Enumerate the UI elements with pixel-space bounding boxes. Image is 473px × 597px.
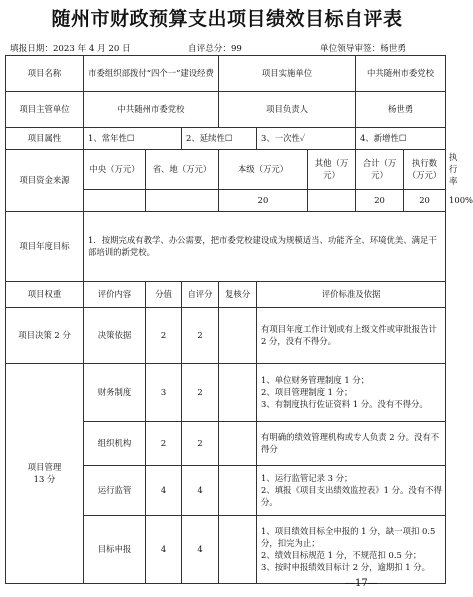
attr-option-continuing: 2、延续性☐ <box>182 128 257 150</box>
funds-header: 省、地（万元） <box>146 150 219 190</box>
person-label: 项目负责人 <box>219 92 356 128</box>
attr-option-onetime: 3、一次性✓ <box>257 128 356 150</box>
eval-self-score: 4 <box>182 515 219 583</box>
eval-content: 运行监管 <box>84 465 146 515</box>
eval-criteria: 有明确的绩效管理机构或专人负责 2 分。没有不得分 <box>257 421 446 465</box>
group-decision: 项目决策 2 分 <box>6 307 84 363</box>
project-name-label: 项目名称 <box>6 56 84 92</box>
person-value: 杨世勇 <box>356 92 446 128</box>
eval-header: 评价标准及依据 <box>257 281 446 307</box>
eval-score: 4 <box>146 515 182 583</box>
eval-content: 决策依据 <box>84 307 146 363</box>
eval-self-score: 2 <box>182 421 219 465</box>
eval-score: 3 <box>146 363 182 421</box>
funds-label: 项目资金来源 <box>6 150 84 212</box>
project-name-value: 市委组织部拨付“四个一”建设经费 <box>84 56 219 92</box>
self-score: 自评总分：99 <box>188 44 242 54</box>
funds-header: 中央（万元） <box>84 150 146 190</box>
funds-value: 20 <box>356 189 404 211</box>
funds-value: 20 <box>404 189 446 211</box>
funds-value <box>146 189 219 211</box>
eval-score: 4 <box>146 465 182 515</box>
funds-header: 合计（万元） <box>356 150 404 190</box>
eval-self-score: 2 <box>182 307 219 363</box>
funds-header: 执行数（万元） <box>404 150 446 190</box>
eval-content: 财务制度 <box>84 363 146 421</box>
funds-value <box>308 189 356 211</box>
eval-review-score <box>219 307 257 363</box>
eval-score: 2 <box>146 307 182 363</box>
eval-criteria: 1、项目绩效目标全申报的 1 分，缺一项扣 0.5 分，扣完为止； 2、绩效目标规范 1 分，不规范扣 0.5 分； 3、按时申报绩效目标计 2 分，逾期扣 1 分。 <box>257 515 446 583</box>
eval-review-score <box>219 421 257 465</box>
impl-unit-value: 中共随州市委党校 <box>356 56 446 92</box>
eval-review-score <box>219 515 257 583</box>
attr-label: 项目属性 <box>6 128 84 150</box>
page-number: —17— <box>345 578 378 589</box>
eval-header: 项目权重 <box>6 281 84 307</box>
eval-self-score: 4 <box>182 465 219 515</box>
attr-option-regular: 1、常年性☐ <box>84 128 182 150</box>
funds-header: 其他（万元） <box>308 150 356 190</box>
eval-score: 2 <box>146 421 182 465</box>
funds-value: 20 <box>219 189 308 211</box>
supervisor-label: 项目主管单位 <box>6 92 84 128</box>
funds-header: 本级（万元） <box>219 150 308 190</box>
attr-option-new: 4、新增性☐ <box>356 128 446 150</box>
goal-text: 1．按期完成有教学、办公需要，把市委党校建设成为规模适当、功能齐全、环境优美、满足干部培训的新党校。 <box>84 211 446 281</box>
eval-criteria: 有项目年度工作计划或有上级文件或审批报告计 2 分，没有不得分。 <box>257 307 446 363</box>
supervisor-value: 中共随州市委党校 <box>84 92 219 128</box>
fill-date: 填报日期：2023 年 4 月 20 日 <box>10 44 131 54</box>
goal-label: 项目年度目标 <box>6 211 84 281</box>
eval-review-score <box>219 465 257 515</box>
evaluation-table: 项目名称 市委组织部拨付“四个一”建设经费 项目实施单位 中共随州市委党校 项目主管单位 中共随州市委党校 项目负责人 杨世勇 项目属性 1、常年性☐ 2、延续性☐ 3、一次性✓ 4、新增性☐ 项目资金来源 中央（万元） 省、地（万元） 本级（万元） 其他（万元） 合计（万元） 执行数（万元） 执行率 20 20 20 100% 项目年度目标 1．按期完成有教学、办公需要，把市委党校建设成为规模适当、功能齐全、环境优美、满足干部培训的新党校。 项目权重 评价内容 分值 自评分 复核分 评价标准及依据 项目决策 2 分 决策依据 2 2 有项目年度工作计划或有上级文件或审批报告计 2 分，没有不得分。 项目管理 13 分 财务制度 3 2 1、单位财务管理制度 1 分； 2、项目管理制度 1 分； 3、有制度执行佐证资料 1 分。没有不得分。 组织机构 2 2 有明确的绩效管理机构或专人负责 2 分。没有不得分 运行监管 4 4 1、运行监管记录 3 分； 2、填报《项目支出绩效监控表》1 分。没有不得分。 目标申报 4 4 1、项目绩效目标全申报的 1 分，缺一项扣 0.5 分，扣完为止； 2、绩效目标规范 1 分，不规范扣 0.5 分； 3、按时申报绩效目标计 2 分，逾期扣 1 分。 <box>5 55 446 584</box>
eval-criteria: 1、单位财务管理制度 1 分； 2、项目管理制度 1 分； 3、有制度执行佐证资料 1 分。没有不得分。 <box>257 363 446 421</box>
eval-header: 复核分 <box>219 281 257 307</box>
eval-self-score: 2 <box>182 363 219 421</box>
eval-content: 组织机构 <box>84 421 146 465</box>
leader-signoff: 单位领导审签：杨世勇 <box>320 44 406 54</box>
page-title: 随州市财政预算支出项目绩效目标自评表 <box>51 8 403 30</box>
impl-unit-label: 项目实施单位 <box>219 56 356 92</box>
funds-value <box>84 189 146 211</box>
eval-criteria: 1、运行监管记录 3 分； 2、填报《项目支出绩效监控表》1 分。没有不得分。 <box>257 465 446 515</box>
eval-header: 分值 <box>146 281 182 307</box>
group-management: 项目管理 13 分 <box>6 363 84 583</box>
eval-review-score <box>219 363 257 421</box>
eval-content: 目标申报 <box>84 515 146 583</box>
eval-header: 自评分 <box>182 281 219 307</box>
eval-header: 评价内容 <box>84 281 146 307</box>
